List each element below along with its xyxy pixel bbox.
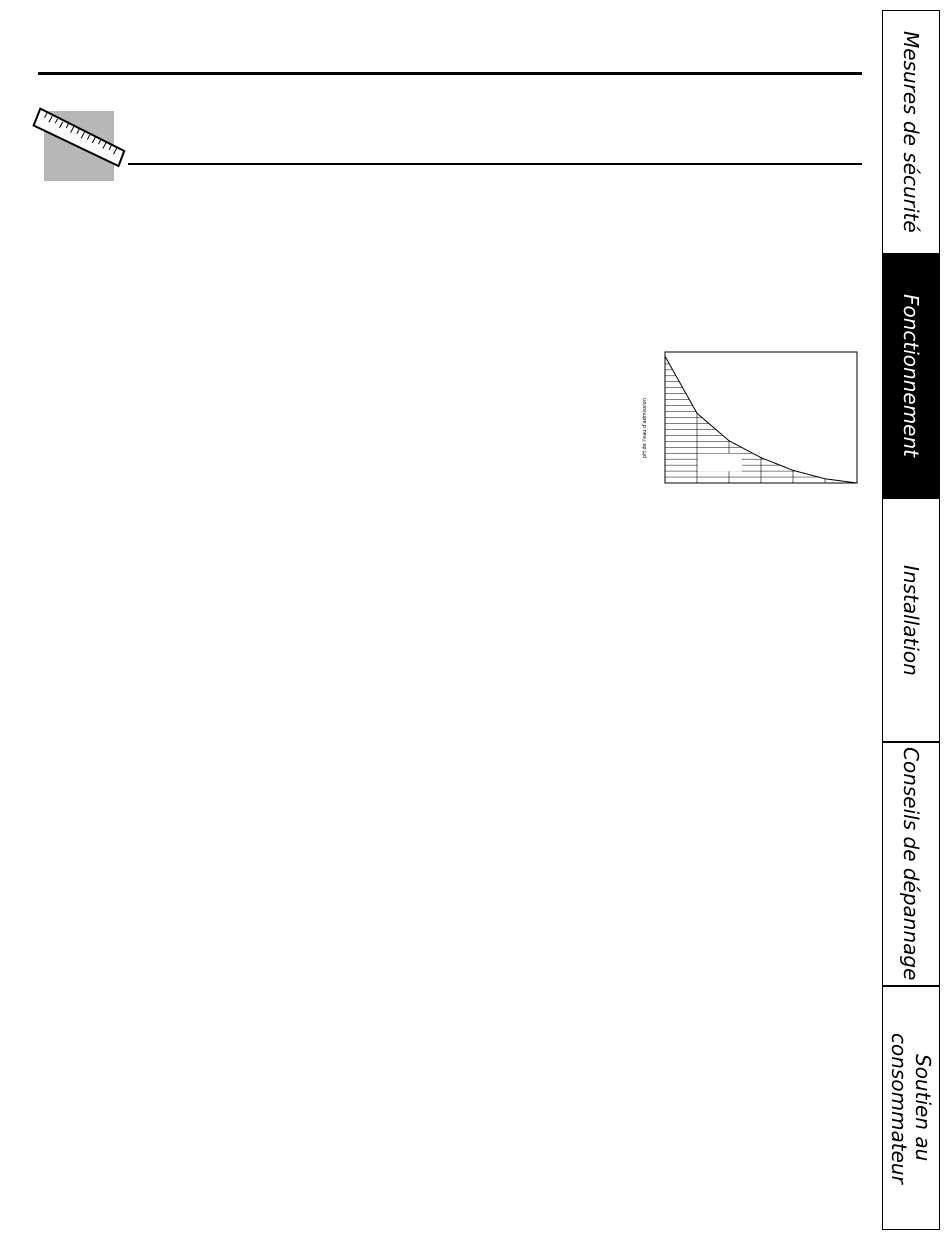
chart-y-axis-label: pH de l'eau d'admission [642,398,648,458]
tab-fonctionnement[interactable] [882,254,940,498]
header-top-rule [38,72,862,75]
tab-label: Mesures de sécurité [899,31,923,233]
water-ph-chart [638,348,864,488]
tab-conseils-de-depannage[interactable] [882,742,940,986]
tab-mesures-de-securite[interactable] [882,10,940,254]
chart-grid [665,358,825,483]
section-icon [22,98,134,188]
tab-label: Fonctionnement [899,294,923,458]
tab-label: Conseils de dépannage [899,747,923,981]
header-bottom-rule [128,163,862,165]
measuring-tape-icon [22,98,134,188]
tab-installation[interactable] [882,498,940,742]
tab-label: Installation [899,564,923,676]
tab-label: Soutien au consommateur [887,1032,935,1184]
tab-soutien-au-consommateur[interactable] [882,986,940,1230]
chart-label-box [698,453,742,471]
